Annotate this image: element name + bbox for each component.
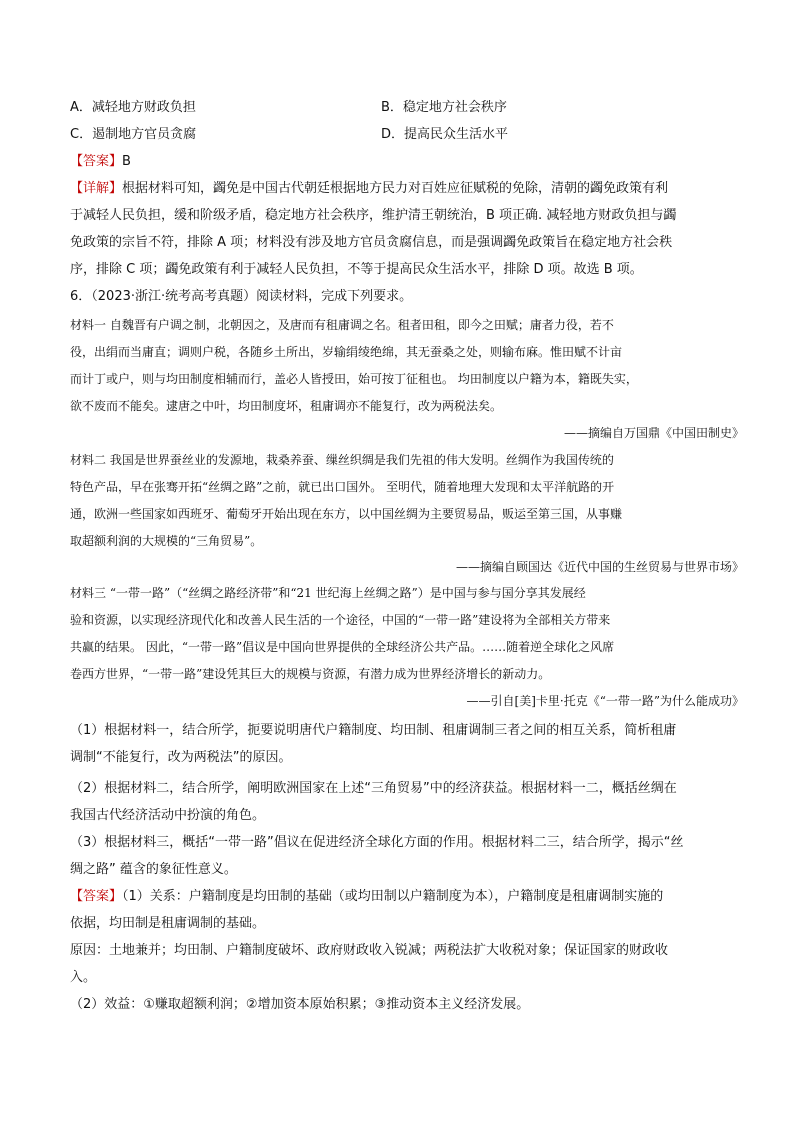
detail-5-line-1: 【详解】根据材料可知，蠲免是中国古代朝廷根据地方民力对百姓应征赋税的免除，清朝的蠲免政策有利 [70, 181, 669, 196]
answer-value: B [122, 154, 131, 169]
answer-6-tag: 【答案】 [70, 889, 123, 904]
material-1-line-1: 材料一 自魏晋有户调之制，北朝因之，及唐而有租庸调之名。租者田租，即今之田赋；庸者力役，若不 [70, 318, 614, 332]
answer-6-part-2: （2）效益：①赚取超额利润；②增加资本原始积累；③推动资本主义经济发展。 [70, 997, 530, 1012]
material-3-line-3: 共赢的结果。 因此，“一带一路”倡议是中国向世界提供的全球经济公共产品。……随着逆全球化之风席 [70, 640, 615, 654]
sub-question-1-line-1: （1）根据材料一，结合所学，扼要说明唐代户籍制度、均田制、租庸调制三者之间的相互关系，简析租庸 [70, 723, 677, 738]
material-3-line-1: 材料三 “一带一路”（“丝绸之路经济带”和“21 世纪海上丝绸之路”）是中国与参与国分享其发展经 [70, 586, 586, 600]
material-1-line-4: 欲不废而不能矣。逮唐之中叶，均田制度坏，租庸调亦不能复行，改为两税法矣。 [70, 399, 503, 413]
detail-5-line-4: 序，排除 C 项；蠲免政策有利于减轻人民负担，不等于提高民众生活水平，排除 D 项。故选 B 项。 [70, 262, 643, 277]
material-2-line-1: 材料二 我国是世界蚕丝业的发源地，栽桑养蚕、缫丝织绸是我们先祖的伟大发明。丝绸作为我国传统的 [70, 453, 614, 467]
sub-question-2-line-2: 我国古代经济活动中扮演的角色。 [70, 808, 266, 823]
material-3-source: ——引自[美]卡里·托克《“一带一路”为什么能成功》 [466, 694, 744, 708]
answer-6-line-1: 【答案】（1）关系：户籍制度是均田制的基础（或均田制以户籍制度为本），户籍制度是租庸调制实施的 [70, 889, 664, 904]
question-6-header: 6．（2023·浙江·统考高考真题）阅读材料，完成下列要求。 [70, 289, 413, 304]
material-3-line-4: 卷西方世界，“一带一路”建设凭其巨大的规模与资源，有潜力成为世界经济增长的新动力。 [70, 667, 551, 681]
sub-question-3-line-1: （3）根据材料三，概括“一带一路”倡议在促进经济全球化方面的作用。根据材料二三，结合所学，揭示“丝 [70, 835, 684, 850]
material-2-line-4: 取超额利润的大规模的“三角贸易”。 [70, 534, 263, 548]
material-3-line-2: 验和资源，以实现经济现代化和改善人民生活的一个途径，中国的“一带一路”建设将为全部相关方带来 [70, 613, 611, 627]
answer-5 [70, 150, 131, 169]
answer-tag: 【答案】 [70, 154, 123, 169]
material-1-source: ——摘编自万国鼎《中国田制史》 [563, 426, 744, 440]
answer-6-reason-2: 入。 [70, 970, 97, 985]
answer-6-reason-1: 原因：土地兼并；均田制、户籍制度破坏、政府财政收入锐减；两税法扩大收税对象；保证国家的财政收 [70, 943, 669, 958]
detail-tag: 【详解】 [70, 181, 123, 196]
material-2-source: ——摘编自顾国达《近代中国的生丝贸易与世界市场》 [455, 560, 744, 574]
material-1-line-3: 而计丁或户，则与均田制度相辅而行，盖必人皆授田，始可按丁征租也。 均田制度以户籍为本，籍既失实， [70, 372, 638, 386]
sub-question-2-line-1: （2）根据材料二，结合所学，阐明欧洲国家在上述“三角贸易”中的经济获益。根据材料一二，概括丝绸在 [70, 781, 677, 796]
detail-5-line-2: 于减轻人民负担，缓和阶级矛盾，稳定地方社会秩序，维护清王朝统治，B 项正确. 减轻地方财政负担与蠲 [70, 208, 677, 223]
sub-question-3-line-2: 绸之路” 蕴含的象征性意义。 [70, 862, 237, 877]
material-2-line-2: 特色产品，早在张骞开拓“丝绸之路”之前，就已出口国外。 至明代，随着地理大发现和太平洋航路的开 [70, 480, 615, 494]
sub-question-1-line-2: 调制“不能复行，改为两税法”的原因。 [70, 750, 292, 765]
detail-5-line-3: 免政策的宗旨不符，排除 A 项；材料没有涉及地方官员贪腐信息，而是强调蠲免政策旨在稳定地方社会秩 [70, 235, 673, 250]
option-a: A．减轻地方财政负担 [70, 100, 196, 115]
option-c: C．遏制地方官员贪腐 [70, 127, 197, 142]
option-d: D．提高民众生活水平 [381, 127, 509, 142]
answer-6-line-2: 依据，均田制是租庸调制的基础。 [70, 916, 266, 931]
material-1-line-2: 役，出绢而当庸直；调则户税，各随乡土所出，岁输绢绫绝绵，其无蚕桑之处，则输布麻。惟田赋不计亩 [70, 345, 623, 359]
option-b: B．稳定地方社会秩序 [381, 100, 507, 115]
material-2-line-3: 通，欧洲一些国家如西班牙、葡萄牙开始出现在东方，以中国丝绸为主要贸易品，贩运至第三国，从事赚 [70, 507, 623, 521]
